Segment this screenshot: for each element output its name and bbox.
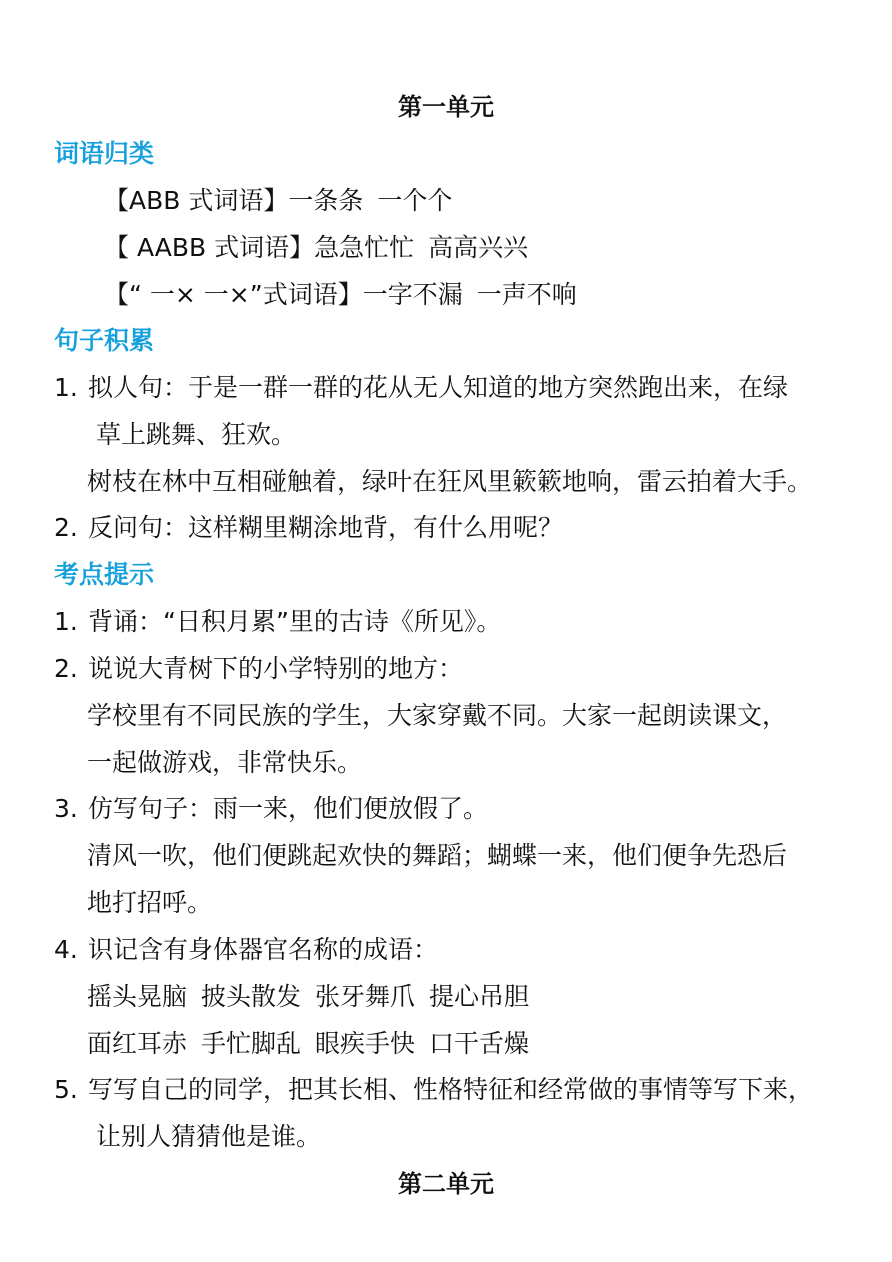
vocab-word: 一声不响 <box>476 280 577 309</box>
unit-title: 第一单元 <box>398 93 494 121</box>
item-number: 2. <box>54 513 78 542</box>
vocab-label: 【ABB 式词语】 <box>104 186 289 215</box>
sentence-text: 拟人句：于是一群一群的花从无人知道的地方突然跑出来，在绿 <box>88 373 789 402</box>
tip-text: 识记含有身体器官名称的成语： <box>88 935 439 964</box>
tip-text: 说说大青树下的小学特别的地方： <box>88 654 464 683</box>
tip-item <box>54 792 488 826</box>
vocab-label: 【 AABB 式词语】 <box>104 233 315 262</box>
idiom: 提心吊胆 <box>429 982 530 1011</box>
vocab-item <box>104 231 528 265</box>
idiom-row <box>87 1027 529 1061</box>
item-number: 2. <box>54 654 78 683</box>
idiom-row <box>87 980 529 1014</box>
vocab-word: 急急忙忙 <box>314 233 415 262</box>
vocab-item <box>104 278 577 312</box>
tip-item <box>54 605 501 639</box>
vocab-word: 一条条 <box>288 186 364 215</box>
tip-item <box>54 933 438 967</box>
idiom: 手忙脚乱 <box>201 1029 302 1058</box>
tip-answer: 一起做游戏，非常快乐。 <box>87 748 363 777</box>
vocab-word: 高高兴兴 <box>428 233 529 262</box>
tip-text: 仿写句子：雨一来，他们便放假了。 <box>88 794 489 823</box>
tip-answer: 学校里有不同民族的学生，大家穿戴不同。大家一起朗读课文， <box>87 701 788 730</box>
item-number: 5. <box>54 1075 78 1104</box>
section-heading-vocab: 词语归类 <box>54 139 155 168</box>
sentence-item <box>54 371 788 405</box>
item-number: 4. <box>54 935 78 964</box>
idiom: 张牙舞爪 <box>315 982 416 1011</box>
vocab-item <box>104 184 452 218</box>
vocab-word: 一字不漏 <box>362 280 463 309</box>
idiom: 披头散发 <box>201 982 302 1011</box>
sentence-text: 反问句：这样糊里糊涂地背，有什么用呢？ <box>88 513 564 542</box>
item-number: 1. <box>54 607 78 636</box>
sentence-example: 树枝在林中互相碰触着，绿叶在狂风里簌簌地响，雷云拍着大手。 <box>87 467 813 496</box>
tip-answer: 清风一吹，他们便跳起欢快的舞蹈；蝴蝶一来，他们便争先恐后 <box>87 841 788 870</box>
sentence-continuation: 草上跳舞、狂欢。 <box>96 420 297 449</box>
vocab-label: 【“ 一× 一×”式词语】 <box>104 280 363 309</box>
item-number: 3. <box>54 794 78 823</box>
tip-item <box>54 652 463 686</box>
tip-text: 写写自己的同学，把其长相、性格特征和经常做的事情等写下来， <box>88 1075 814 1104</box>
idiom: 面红耳赤 <box>87 1029 188 1058</box>
section-heading-tips: 考点提示 <box>54 560 155 589</box>
tip-item <box>54 1073 813 1107</box>
sentence-item <box>54 511 563 545</box>
tip-continuation: 让别人猜猜他是谁。 <box>96 1122 322 1151</box>
item-number: 1. <box>54 373 78 402</box>
idiom: 眼疾手快 <box>315 1029 416 1058</box>
tip-text: 背诵：“日积月累”里的古诗《所见》。 <box>88 607 502 636</box>
idiom: 口干舌燥 <box>429 1029 530 1058</box>
vocab-word: 一个个 <box>377 186 453 215</box>
unit-title: 第二单元 <box>398 1170 494 1198</box>
idiom: 摇头晃脑 <box>87 982 188 1011</box>
tip-answer: 地打招呼。 <box>87 888 213 917</box>
section-heading-sentences: 句子积累 <box>54 326 155 355</box>
